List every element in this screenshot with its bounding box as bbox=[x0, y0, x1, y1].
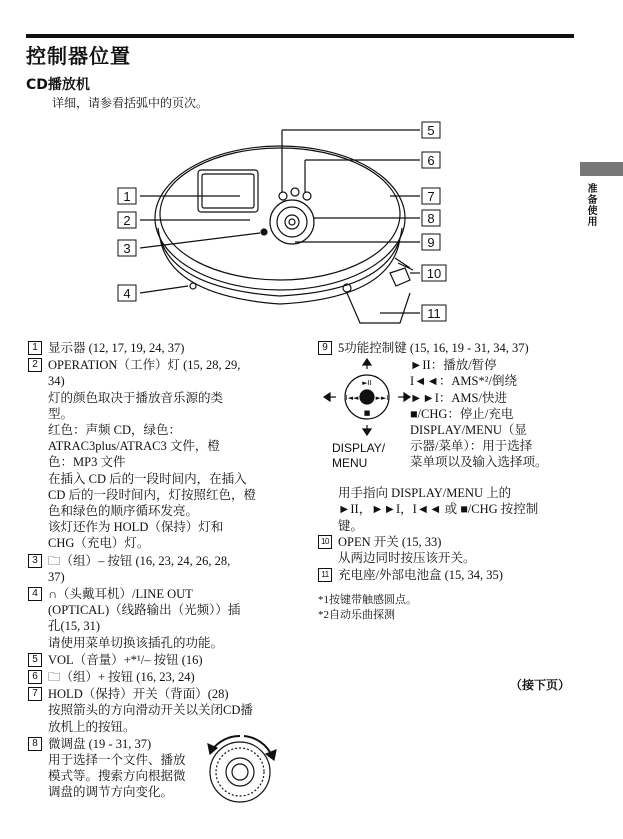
control-line: DISPLAY/MENU（显 bbox=[410, 423, 527, 438]
svg-text:►►I: ►►I bbox=[375, 394, 389, 403]
item-text-line: 型。 bbox=[48, 406, 74, 421]
intro-text: 详细，请参看括弧中的页次。 bbox=[52, 96, 209, 110]
svg-text:I◄◄: I◄◄ bbox=[345, 394, 359, 403]
footnote: *2自动乐曲探测 bbox=[318, 609, 395, 622]
item-text-line: HOLD（保持）开关（背面）(28) bbox=[48, 687, 229, 702]
five-way-controls bbox=[318, 357, 578, 479]
callout-4 bbox=[118, 285, 136, 301]
cd-player-diagram bbox=[110, 118, 470, 333]
item-text-line: 充电座/外部电池盒 (15, 34, 35) bbox=[338, 568, 503, 583]
item-11 bbox=[318, 567, 578, 583]
item-text-line: 请使用菜单切换该插孔的功能。 bbox=[48, 635, 224, 650]
item-6 bbox=[28, 669, 298, 685]
operation-led bbox=[261, 229, 267, 235]
item-text-line: 调盘的调节方向变化。 bbox=[48, 785, 174, 800]
callout-2 bbox=[118, 212, 136, 228]
item-text-line: OPEN 开关 (15, 33) bbox=[338, 534, 442, 549]
item-text-line: 色：MP3 文件 bbox=[48, 455, 126, 470]
headphone-jack bbox=[190, 283, 196, 289]
control-line: 菜单项以及输入选择项。 bbox=[410, 455, 548, 470]
display-window bbox=[198, 170, 258, 212]
item-3 bbox=[28, 553, 298, 585]
item-number: 3 bbox=[28, 554, 42, 568]
section-title: CD播放机 bbox=[26, 77, 90, 93]
callout-3 bbox=[118, 240, 136, 256]
control-line: ►II：播放/暂停 bbox=[410, 358, 497, 373]
item-4 bbox=[28, 586, 298, 651]
right-items bbox=[318, 534, 578, 584]
item-text-line: 37) bbox=[48, 569, 65, 584]
item-text-line: 色和绿色的顺序循环发亮。 bbox=[48, 504, 199, 519]
five-way-control-icon bbox=[322, 357, 412, 437]
item-text-line: 灯的颜色取决于播放音乐源的类 bbox=[48, 390, 224, 405]
control-note bbox=[318, 485, 578, 534]
control-line: 示器/菜单）：用于选择 bbox=[410, 439, 533, 454]
callout-11-label: 11 bbox=[427, 306, 441, 321]
page-title: 控制器位置 bbox=[26, 44, 131, 68]
footnotes bbox=[318, 593, 578, 623]
display-label-line1: DISPLAY/ bbox=[332, 441, 386, 456]
item-text-line: 34) bbox=[48, 374, 65, 389]
item-number: 6 bbox=[28, 670, 42, 684]
callout-10 bbox=[422, 265, 446, 281]
callout-2-label: 2 bbox=[123, 213, 131, 228]
item-number: 4 bbox=[28, 587, 42, 601]
callout-7 bbox=[422, 188, 440, 204]
jog-dial-illustration bbox=[200, 730, 280, 810]
item-text-line: 该灯还作为 HOLD（保持）灯和 bbox=[48, 520, 224, 535]
item-number: 1 bbox=[28, 341, 42, 355]
item-text-line: 在插入 CD 后的一段时间内，在插入 bbox=[48, 471, 247, 486]
item-text-line: 🗀（组）+ 按钮 (16, 23, 24) bbox=[48, 670, 195, 685]
charging-stand bbox=[390, 268, 410, 286]
item-text-line: OPERATION（工作）灯 (15, 28, 29, bbox=[48, 358, 241, 373]
side-tab-marker bbox=[580, 162, 623, 176]
item-number: 5 bbox=[28, 653, 42, 667]
note-line: 用手指向 DISPLAY/MENU 上的 bbox=[338, 486, 512, 501]
item-number: 2 bbox=[28, 358, 42, 372]
item-text-line: 放机上的按钮。 bbox=[48, 719, 136, 734]
item-2 bbox=[28, 357, 298, 551]
callout-7-label: 7 bbox=[427, 189, 435, 204]
callout-9 bbox=[422, 234, 440, 250]
note-line: 键。 bbox=[338, 518, 364, 533]
control-line: ■/CHG：停止/充电 bbox=[410, 406, 514, 421]
callout-6-label: 6 bbox=[427, 153, 435, 168]
callout-6 bbox=[422, 152, 440, 168]
item-text-line: ∩（头戴耳机）/LINE OUT bbox=[48, 587, 193, 602]
callout-1 bbox=[118, 188, 136, 204]
control-line: ►►I：AMS/快进 bbox=[410, 390, 507, 405]
item-text-line: 用于选择一个文件、播放 bbox=[48, 753, 186, 768]
callout-1-label: 1 bbox=[123, 189, 131, 204]
item-number: 9 bbox=[318, 341, 332, 355]
note-line: ►II，►►I，I◄◄ 或 ■/CHG 按控制 bbox=[338, 502, 539, 517]
side-tab-label: 准备使用 bbox=[585, 183, 596, 227]
item-text-line: CD 后的一段时间内，灯按照红色，橙 bbox=[48, 487, 256, 502]
item-1 bbox=[28, 340, 298, 356]
callout-9-label: 9 bbox=[427, 235, 435, 250]
item-text-line: 从两边同时按压该开关。 bbox=[338, 551, 476, 566]
item-text-line: 微调盘 (19 - 31, 37) bbox=[48, 736, 152, 751]
display-label-line2: MENU bbox=[332, 456, 368, 471]
item-9 bbox=[318, 340, 578, 356]
right-column bbox=[318, 340, 578, 623]
callout-3-label: 3 bbox=[123, 241, 131, 256]
item-number: 11 bbox=[318, 568, 332, 582]
control-list bbox=[410, 357, 580, 470]
callout-5-label: 5 bbox=[427, 123, 435, 138]
callout-4-label: 4 bbox=[123, 286, 131, 301]
item-7 bbox=[28, 686, 298, 735]
footnote: *1按键带触感圆点。 bbox=[318, 594, 417, 607]
item-9-title: 5功能控制键 (15, 16, 19 - 31, 34, 37) bbox=[338, 341, 529, 355]
callout-8-label: 8 bbox=[427, 211, 435, 226]
item-text-line: (OPTICAL)（线路输出（光频））插 bbox=[48, 603, 241, 618]
item-text-line: CHG（充电）灯。 bbox=[48, 536, 150, 551]
svg-text:►II: ►II bbox=[362, 379, 372, 388]
control-line: I◄◄：AMS*²/倒绕 bbox=[410, 374, 517, 389]
item-text-line: 模式等。搜索方向根据微 bbox=[48, 769, 186, 784]
callout-11 bbox=[422, 305, 446, 321]
item-number: 7 bbox=[28, 687, 42, 701]
item-text-line: VOL（音量）+*¹/– 按钮 (16) bbox=[48, 652, 203, 667]
item-5 bbox=[28, 652, 298, 668]
item-text-line: ATRAC3plus/ATRAC3 文件，橙 bbox=[48, 439, 220, 454]
item-text-line: 🗀（组）– 按钮 (16, 23, 24, 26, 28, bbox=[48, 553, 231, 568]
callout-5 bbox=[422, 122, 440, 138]
item-text-line: 红色：声频 CD，绿色： bbox=[48, 423, 181, 438]
top-rule bbox=[26, 34, 574, 38]
item-10 bbox=[318, 534, 578, 566]
item-text-line: 显示器 (12, 17, 19, 24, 37) bbox=[48, 341, 185, 355]
item-text-line: 按照箭头的方向滑动开关以关闭CD播 bbox=[48, 703, 253, 718]
item-number: 10 bbox=[318, 535, 332, 549]
display-menu-label bbox=[332, 441, 385, 471]
callout-8 bbox=[422, 210, 440, 226]
continued-label: （接下页） bbox=[510, 678, 571, 692]
svg-text:■: ■ bbox=[363, 409, 371, 418]
item-number: 8 bbox=[28, 737, 42, 751]
callout-10-label: 10 bbox=[426, 266, 442, 281]
item-text-line: 孔(15, 31) bbox=[48, 619, 101, 634]
